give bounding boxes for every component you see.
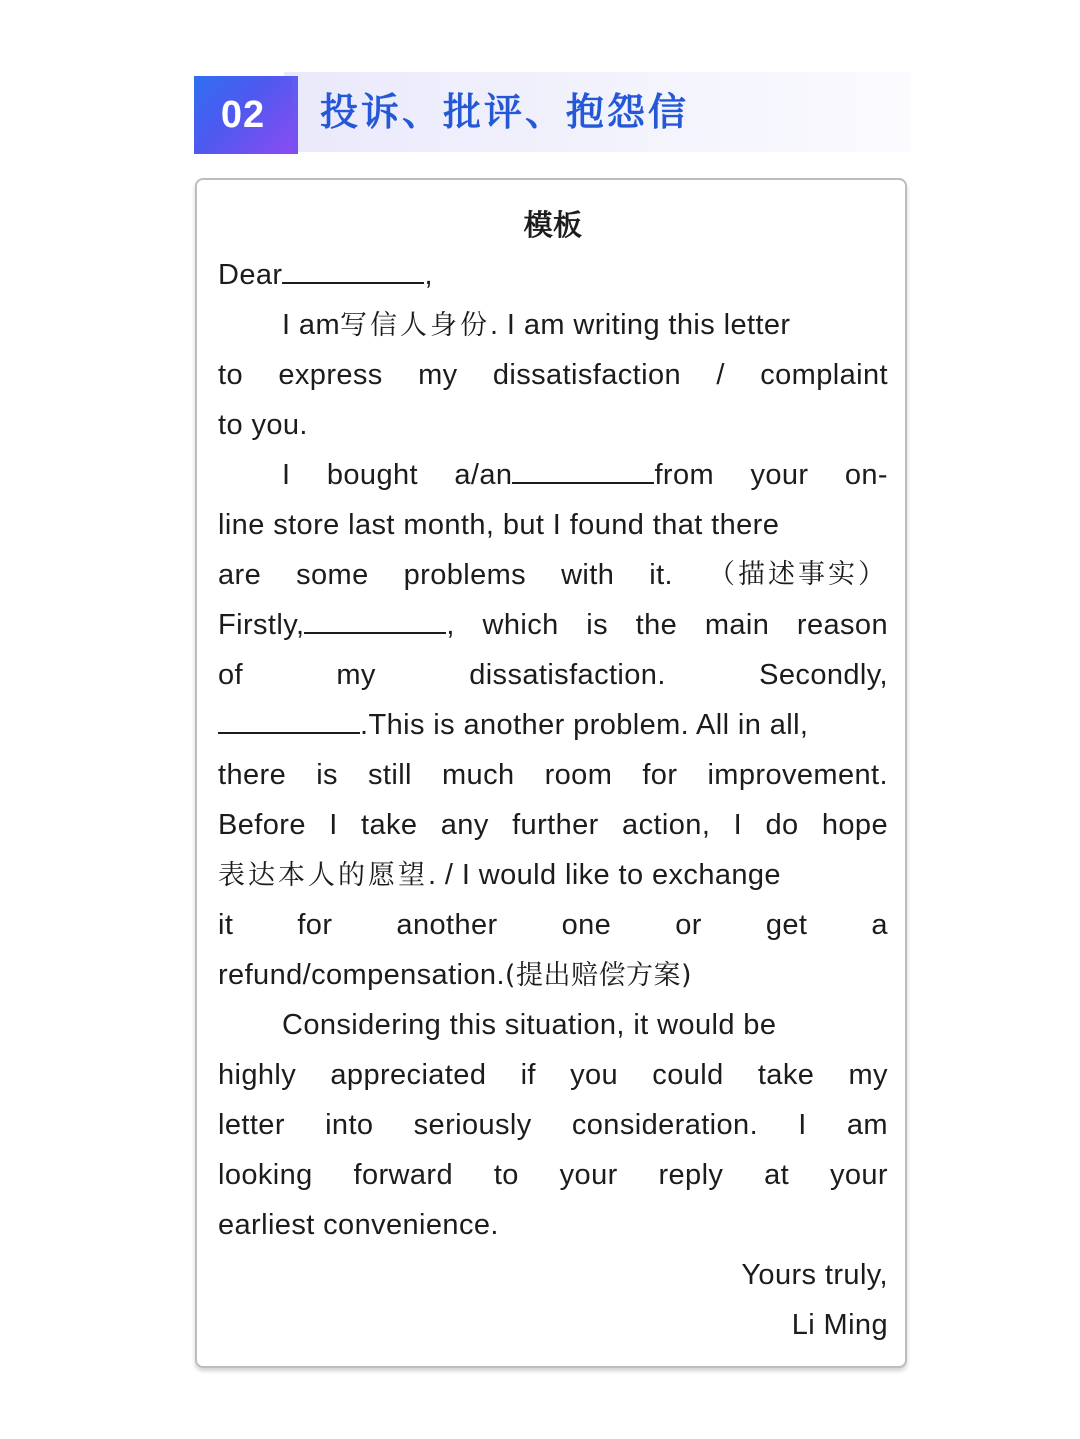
word: into bbox=[325, 1109, 374, 1141]
word: am bbox=[846, 1109, 888, 1141]
word: a/an bbox=[454, 459, 513, 491]
section-title: 投诉、批评、抱怨信 bbox=[320, 90, 690, 134]
word: to bbox=[218, 359, 243, 391]
text-run: I am bbox=[282, 309, 340, 341]
text-run bbox=[282, 300, 791, 350]
word: much bbox=[441, 759, 515, 791]
word: improvement. bbox=[707, 759, 888, 791]
paragraph-2-line-7 bbox=[218, 750, 888, 800]
word: it. bbox=[649, 559, 673, 591]
item-blank bbox=[512, 452, 654, 484]
word: you bbox=[570, 1059, 619, 1091]
word: another bbox=[396, 909, 498, 941]
paragraph-3-line-3 bbox=[218, 1100, 888, 1150]
letter-heading: 模板 bbox=[523, 208, 583, 242]
second-problem-blank bbox=[218, 702, 360, 734]
word: dissatisfaction bbox=[492, 359, 682, 391]
word: forward bbox=[353, 1159, 454, 1191]
word: problems bbox=[403, 559, 527, 591]
word: hope bbox=[821, 809, 888, 841]
word: I bbox=[798, 1109, 807, 1141]
text-run bbox=[454, 450, 714, 500]
word: for bbox=[297, 909, 333, 941]
paragraph-2-line-4 bbox=[218, 600, 888, 650]
word: which bbox=[482, 609, 559, 641]
text-run: Considering this situation, it would be bbox=[282, 1009, 777, 1041]
word: is bbox=[586, 609, 609, 641]
text-run: .This is another problem. All in all, bbox=[360, 709, 809, 741]
word: / bbox=[716, 359, 725, 391]
word: reply bbox=[658, 1159, 724, 1191]
letter-signature: Li Ming bbox=[791, 1309, 888, 1341]
word: I bbox=[329, 809, 338, 841]
letter-body bbox=[218, 200, 888, 1350]
word: do bbox=[765, 809, 799, 841]
text-run: refund/compensation. bbox=[218, 959, 505, 991]
word: take bbox=[361, 809, 418, 841]
word: main bbox=[704, 609, 770, 641]
word: there bbox=[218, 759, 287, 791]
word: from bbox=[654, 459, 715, 491]
word: my bbox=[336, 659, 376, 691]
word: or bbox=[675, 909, 702, 941]
paragraph-3-line-1 bbox=[218, 1000, 888, 1050]
paragraph-2-line-3 bbox=[218, 550, 888, 600]
greeting-comma: , bbox=[424, 259, 433, 291]
word: Firstly, bbox=[218, 609, 305, 641]
word: Before bbox=[218, 809, 306, 841]
word: some bbox=[296, 559, 369, 591]
placeholder-describe-facts: （描述事实） bbox=[707, 559, 888, 590]
word: to bbox=[493, 1159, 519, 1191]
word: with bbox=[561, 559, 615, 591]
word: for bbox=[642, 759, 678, 791]
word: take bbox=[757, 1059, 815, 1091]
word: could bbox=[652, 1059, 724, 1091]
recipient-blank bbox=[282, 252, 424, 284]
word: are bbox=[218, 559, 262, 591]
word: further bbox=[512, 809, 599, 841]
greeting-text: Dear bbox=[218, 259, 283, 291]
paragraph-2-line-1 bbox=[218, 450, 888, 500]
word: action, bbox=[622, 809, 711, 841]
text-run: . / I would like to exchange bbox=[428, 859, 781, 891]
word: , bbox=[446, 609, 455, 641]
paragraph-1-line-2 bbox=[218, 350, 888, 400]
word: complaint bbox=[760, 359, 888, 391]
placeholder-compensation: (提出赔偿方案) bbox=[504, 960, 692, 991]
word: consideration. bbox=[571, 1109, 759, 1141]
word: highly bbox=[218, 1059, 297, 1091]
word: it bbox=[218, 909, 234, 941]
word: Secondly, bbox=[759, 659, 888, 691]
word: of bbox=[218, 659, 243, 691]
text-run bbox=[218, 600, 455, 650]
word: express bbox=[278, 359, 383, 391]
paragraph-3-line-2 bbox=[218, 1050, 888, 1100]
word: I bbox=[733, 809, 743, 841]
word: your bbox=[829, 1159, 888, 1191]
word: at bbox=[764, 1159, 790, 1191]
word: the bbox=[635, 609, 678, 641]
paragraph-2-line-8 bbox=[218, 800, 888, 850]
paragraph-2-line-5 bbox=[218, 650, 888, 700]
word: appreciated bbox=[330, 1059, 487, 1091]
paragraph-2-line-2: line store last month, but I found that there bbox=[218, 509, 780, 541]
word: looking bbox=[218, 1159, 313, 1191]
placeholder-express-wish: 表达本人的愿望 bbox=[218, 860, 428, 891]
word: seriously bbox=[413, 1109, 532, 1141]
text-run: . I am writing this letter bbox=[490, 309, 791, 341]
word: one bbox=[561, 909, 612, 941]
paragraph-3-line-5: earliest convenience. bbox=[218, 1209, 499, 1241]
word: get bbox=[765, 909, 808, 941]
letter-template-card bbox=[195, 178, 907, 1368]
word: your bbox=[559, 1159, 618, 1191]
paragraph-2-line-6 bbox=[218, 700, 888, 750]
paragraph-2-line-10 bbox=[218, 900, 888, 950]
word: room bbox=[544, 759, 613, 791]
word: I bbox=[282, 459, 291, 491]
section-number-badge: 02 bbox=[194, 76, 292, 154]
word: letter bbox=[218, 1109, 285, 1141]
placeholder-identity: 写信人身份 bbox=[340, 310, 490, 341]
word: still bbox=[368, 759, 412, 791]
word: reason bbox=[796, 609, 888, 641]
paragraph-1-line-1 bbox=[218, 300, 888, 350]
paragraph-2-line-11 bbox=[218, 950, 888, 1000]
word: on- bbox=[844, 459, 888, 491]
paragraph-1-line-3: to you. bbox=[218, 409, 308, 441]
word: a bbox=[871, 909, 888, 941]
word: my bbox=[848, 1059, 888, 1091]
letter-greeting bbox=[218, 250, 888, 300]
word: bought bbox=[326, 459, 418, 491]
word: your bbox=[750, 459, 809, 491]
word: my bbox=[418, 359, 458, 391]
paragraph-2-line-9 bbox=[218, 850, 888, 900]
letter-closing: Yours truly, bbox=[741, 1259, 888, 1291]
paragraph-3-line-4 bbox=[218, 1150, 888, 1200]
word: is bbox=[316, 759, 338, 791]
section-header bbox=[194, 72, 910, 154]
first-problem-blank bbox=[304, 602, 446, 634]
word: dissatisfaction. bbox=[469, 659, 666, 691]
word: if bbox=[520, 1059, 536, 1091]
section-number-edge bbox=[292, 76, 298, 154]
word: any bbox=[440, 809, 489, 841]
